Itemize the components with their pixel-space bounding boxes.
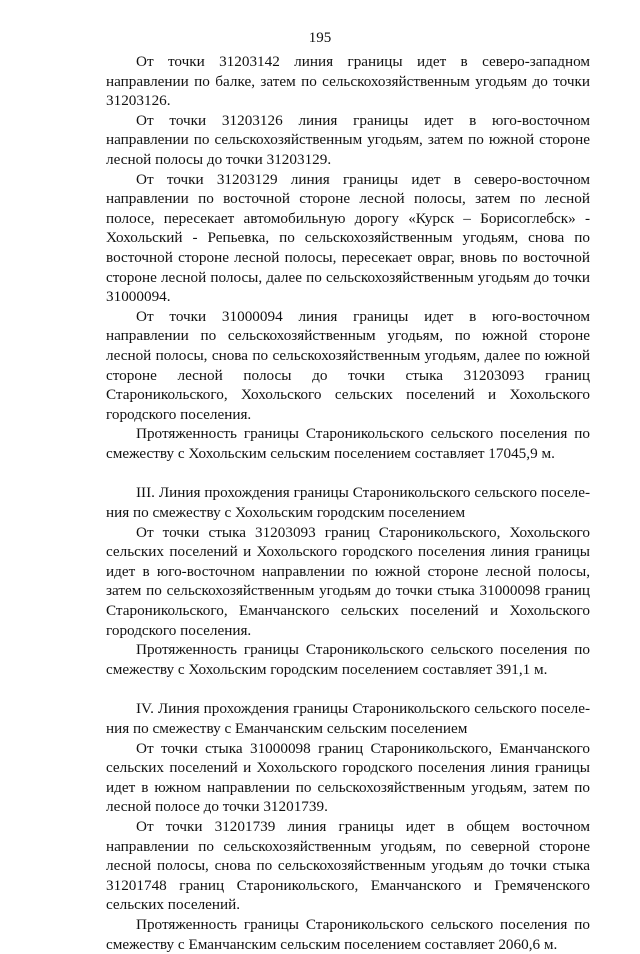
document-body — [106, 52, 590, 954]
section-4-heading: IV. Линия прохождения границы Староникольского сельского поселения по смежеству с Еманчанским сельским поселением — [106, 700, 590, 737]
section-spacer — [106, 463, 590, 483]
section-4-paragraph-1: От точки стыка 31000098 границ Староникольского, Еманчанского сельских поселений и Хохольского городского поселения линия границы идет в южном направлении по сельскохозяйственным угодьям, затем по лесной полосе до точки 31201739. — [106, 739, 590, 816]
paragraph-1: От точки 31203142 линия границы идет в северо-западном направлении по балке, затем по сельскохозяйственным угодьям до точки 31203126. — [106, 53, 590, 110]
section-3-paragraph-1: От точки стыка 31203093 границ Староникольского, Хохольского сельских поселений и Хохольского городского поселения линия границы идет в юго-восточном направлении по южной стороне лесной полосы, затем по сельскохозяйственным угодьям до точки стыка 31000098 границ Староникольского, Еманчанского сельских поселений и Хохольского городского поселения. — [106, 523, 590, 639]
paragraph-3: От точки 31203129 линия границы идет в северо-восточном направлении по восточной стороне лесной полосы, затем по лесной полосе, пересекает автомобильную дорогу «Курск – Борисоглебск» - Хохольский - Репьевка, по сельскохозяйственным угодьям, снова по восточной стороне лесной полосы, пересекает овраг, вновь по восточной стороне лесной полосы, далее по сельскохозяйственным угодьям до точки 31000094. — [106, 170, 590, 306]
section-4-length-summary: Протяженность границы Староникольского сельского поселения по смежеству с Еманчанским сельским поселением составляет 2060,6 м. — [106, 915, 590, 953]
section-spacer — [106, 679, 590, 699]
section-3-length-summary: Протяженность границы Староникольского сельского поселения по смежеству с Хохольским городским поселением составляет 391,1 м. — [106, 641, 590, 678]
length-summary-rural: Протяженность границы Староникольского сельского поселения по смежеству с Хохольским сельским поселением составляет 17045,9 м. — [106, 425, 590, 462]
paragraph-2: От точки 31203126 линия границы идет в юго-восточном направлении по сельскохозяйственным угодьям, затем по южной стороне лесной полосы до точки 31203129. — [106, 111, 590, 168]
page-number: 195 — [308, 30, 332, 46]
section-4-paragraph-2: От точки 31201739 линия границы идет в общем восточном направлении по сельскохозяйственным угодьям, по северной стороне лесной полосы, снова по сельскохозяйственным угодьям до точки стыка 31201748 границ Староникольского, Еманчанского и Гремяченского сельских поселений. — [106, 817, 590, 914]
section-3-heading: III. Линия прохождения границы Староникольского сельского поселения по смежеству с Хохольским городским поселением — [106, 484, 590, 522]
paragraph-4: От точки 31000094 линия границы идет в юго-восточном направлении по сельскохозяйственным угодьям, по южной стороне лесной полосы, снова по сельскохозяйственным угодьям, далее по южной стороне лесной полосы до точки стыка 31203093 границ Староникольского, Хохольского сельских поселений и Хохольского городского поселения. — [106, 307, 590, 423]
